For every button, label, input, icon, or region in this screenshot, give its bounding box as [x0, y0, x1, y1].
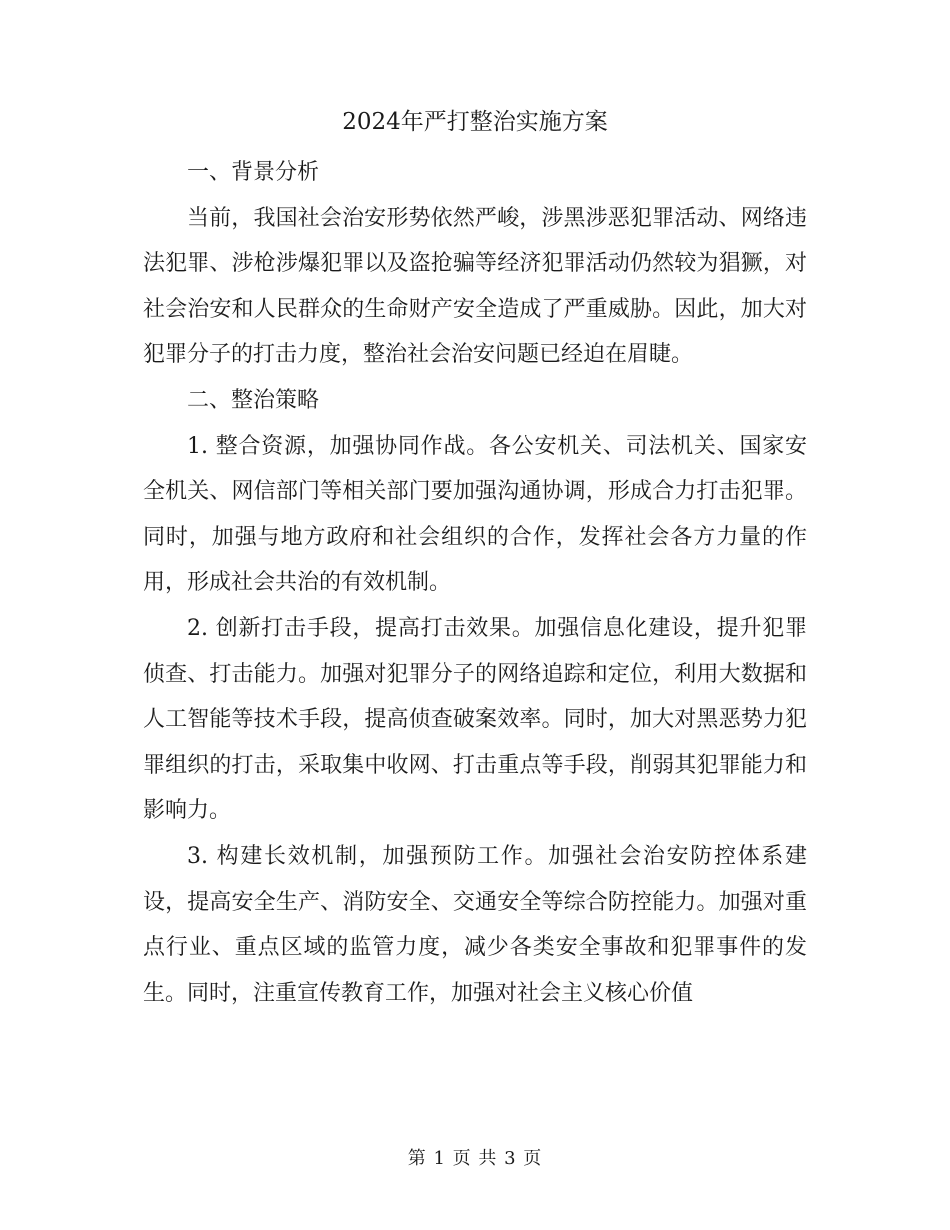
section-heading-strategy: 二、整治策略: [187, 387, 320, 413]
paragraph-strategy-1: 1. 整合资源，加强协同作战。各公安机关、司法机关、国家安全机关、网信部门等相关部门要加强沟通协调，形成合力打击犯罪。同时，加强与地方政府和社会组织的合作，发挥社会各方力量的作用，形成社会共治的有效机制。: [143, 433, 807, 596]
paragraph-strategy-2: 2. 创新打击手段，提高打击效果。加强信息化建设，提升犯罪侦查、打击能力。加强对犯罪分子的网络追踪和定位，利用大数据和人工智能等技术手段，提高侦查破案效率。同时，加大对黑恶势力犯罪组织的打击，采取集中收网、打击重点等手段，削弱其犯罪能力和影响力。: [143, 615, 807, 824]
page-number-footer: 第 1 页 共 3 页: [407, 1148, 543, 1169]
paragraph-background: 当前，我国社会治安形势依然严峻，涉黑涉恶犯罪活动、网络违法犯罪、涉枪涉爆犯罪以及盗抢骗等经济犯罪活动仍然较为猖獗，对社会治安和人民群众的生命财产安全造成了严重威胁。因此，加大对犯罪分子的打击力度，整治社会治安问题已经迫在眉睫。: [143, 205, 807, 368]
document-body: [143, 150, 807, 1016]
paragraph-strategy-3: 3. 构建长效机制，加强预防工作。加强社会治安防控体系建设，提高安全生产、消防安全、交通安全等综合防控能力。加强对重点行业、重点区域的监管力度，减少各类安全事故和犯罪事件的发生。同时，注重宣传教育工作，加强对社会主义核心价值: [143, 843, 807, 1006]
section-heading-background: 一、背景分析: [187, 160, 320, 185]
document-title: 2024年严打整治实施方案: [342, 109, 608, 135]
